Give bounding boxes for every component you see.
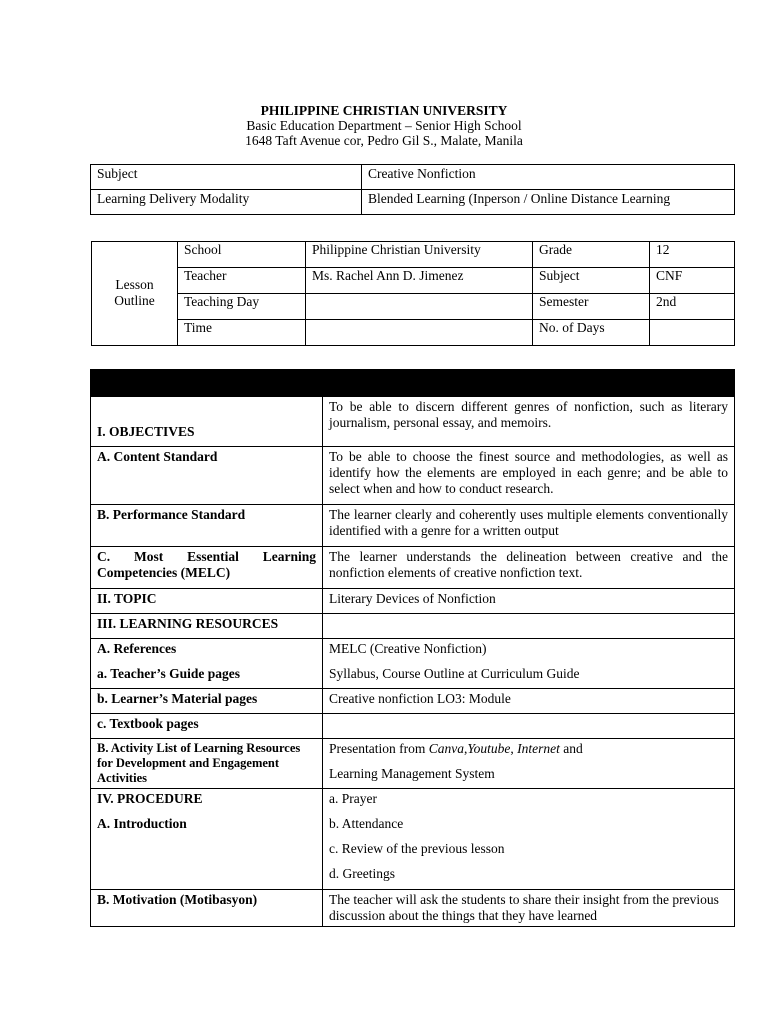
outline-key: Teacher [178,268,306,294]
motivation-value: The teacher will ask the students to share their insight from the previous discussion about the things that they have learned [323,890,735,927]
performance-standard-label: B. Performance Standard [91,505,323,547]
topic-label: II. TOPIC [91,589,323,614]
content-standard-row [91,447,735,505]
procedure-label: IV. PROCEDURE [97,791,203,806]
teachers-guide-label: a. Teacher’s Guide pages [91,664,323,689]
melc-label: C. Most Essential Learning Competencies (MELC) [91,547,323,589]
teachers-guide-row [91,664,735,689]
outline-value: 2nd [650,294,735,320]
outline-key: Grade [533,242,650,268]
learners-material-label: b. Learner’s Material pages [91,689,323,714]
outline-key: No. of Days [533,320,650,346]
procedure-item: d. Greetings [329,866,395,881]
motivation-label: B. Motivation (Motibasyon) [91,890,323,927]
lesson-plan-table [90,369,735,927]
comma-1: , [463,741,468,756]
learning-resources-row [91,614,735,639]
comma-2: , [510,741,518,756]
line-gap [329,857,728,866]
line-gap [329,832,728,841]
activity-list-row [91,739,735,789]
procedure-item: b. Attendance [329,816,404,831]
learners-material-row [91,689,735,714]
teachers-guide-value: Syllabus, Course Outline at Curriculum Guide [323,664,735,689]
procedure-label-cell [91,789,323,890]
melc-value: The learner understands the delineation between creative and the nonfiction elements of creative nonfiction text. [323,547,735,589]
objectives-value: To be able to discern different genres of nonfiction, such as literary journalism, personal essay, and memoirs. [323,397,735,447]
learning-resources-value [323,614,735,639]
subject-label: Subject [91,165,362,190]
activity-prefix: Presentation from [329,741,429,756]
introduction-label: A. Introduction [97,816,187,831]
activity-list-label: B. Activity List of Learning Resources for Development and Engagement Activities [91,739,323,789]
topic-value: Literary Devices of Nonfiction [323,589,735,614]
procedure-row [91,789,735,890]
subject-value: Creative Nonfiction [362,165,735,190]
black-header-bar [91,370,735,397]
objectives-label: I. OBJECTIVES [91,397,323,447]
outline-row-school [92,242,735,268]
topic-row [91,589,735,614]
references-value: MELC (Creative Nonfiction) [323,639,735,664]
line-gap [329,807,728,816]
performance-standard-value: The learner clearly and coherently uses multiple elements conventionally identified with a genre for a written output [323,505,735,547]
content-standard-label: A. Content Standard [91,447,323,505]
subject-table [90,164,735,215]
internet-text: Internet [517,741,560,756]
learning-resources-label: III. LEARNING RESOURCES [91,614,323,639]
outline-value: 12 [650,242,735,268]
modality-value: Blended Learning (Inperson / Online Distance Learning [362,190,735,215]
textbook-row [91,714,735,739]
references-label: A. References [91,639,323,664]
references-row [91,639,735,664]
outline-row-time [92,320,735,346]
department-line: Basic Education Department – Senior High School [246,118,522,133]
line-gap [329,757,728,766]
lesson-outline-label: Lesson Outline [92,242,178,346]
modality-row [91,190,735,215]
outline-key: Semester [533,294,650,320]
content-standard-value: To be able to choose the finest source and methodologies, as well as identify how the elements are employed in each genre; and be able to select when and how to conduct research. [323,447,735,505]
outline-value [650,320,735,346]
textbook-label: c. Textbook pages [91,714,323,739]
outline-key: Subject [533,268,650,294]
address-line: 1648 Taft Avenue cor, Pedro Gil S., Malate, Manila [245,133,523,148]
motivation-row [91,890,735,927]
activity-list-line-1 [329,741,728,757]
outline-key: School [178,242,306,268]
melc-row [91,547,735,589]
activity-suffix: and [559,741,583,756]
procedure-item: c. Review of the previous lesson [329,841,505,856]
procedure-items [323,789,735,890]
modality-label: Learning Delivery Modality [91,190,362,215]
canva-text: Canva [428,741,464,756]
outline-value [306,320,533,346]
youtube-text: Youtube [467,741,511,756]
university-title: PHILIPPINE CHRISTIAN UNIVERSITY [260,103,508,118]
outline-row-teacher [92,268,735,294]
outline-key: Time [178,320,306,346]
subject-row [91,165,735,190]
line-gap [97,807,316,816]
procedure-item: a. Prayer [329,791,377,806]
activity-list-line-2: Learning Management System [329,766,495,781]
outline-value: CNF [650,268,735,294]
outline-key: Teaching Day [178,294,306,320]
textbook-value [323,714,735,739]
document-header [0,103,768,148]
objectives-row [91,397,735,447]
outline-row-teaching-day [92,294,735,320]
outline-value [306,294,533,320]
outline-value: Ms. Rachel Ann D. Jimenez [306,268,533,294]
learners-material-value: Creative nonfiction LO3: Module [323,689,735,714]
performance-standard-row [91,505,735,547]
lesson-outline-table [91,241,735,346]
outline-value: Philippine Christian University [306,242,533,268]
activity-list-value [323,739,735,789]
header-bar-row [91,370,735,397]
